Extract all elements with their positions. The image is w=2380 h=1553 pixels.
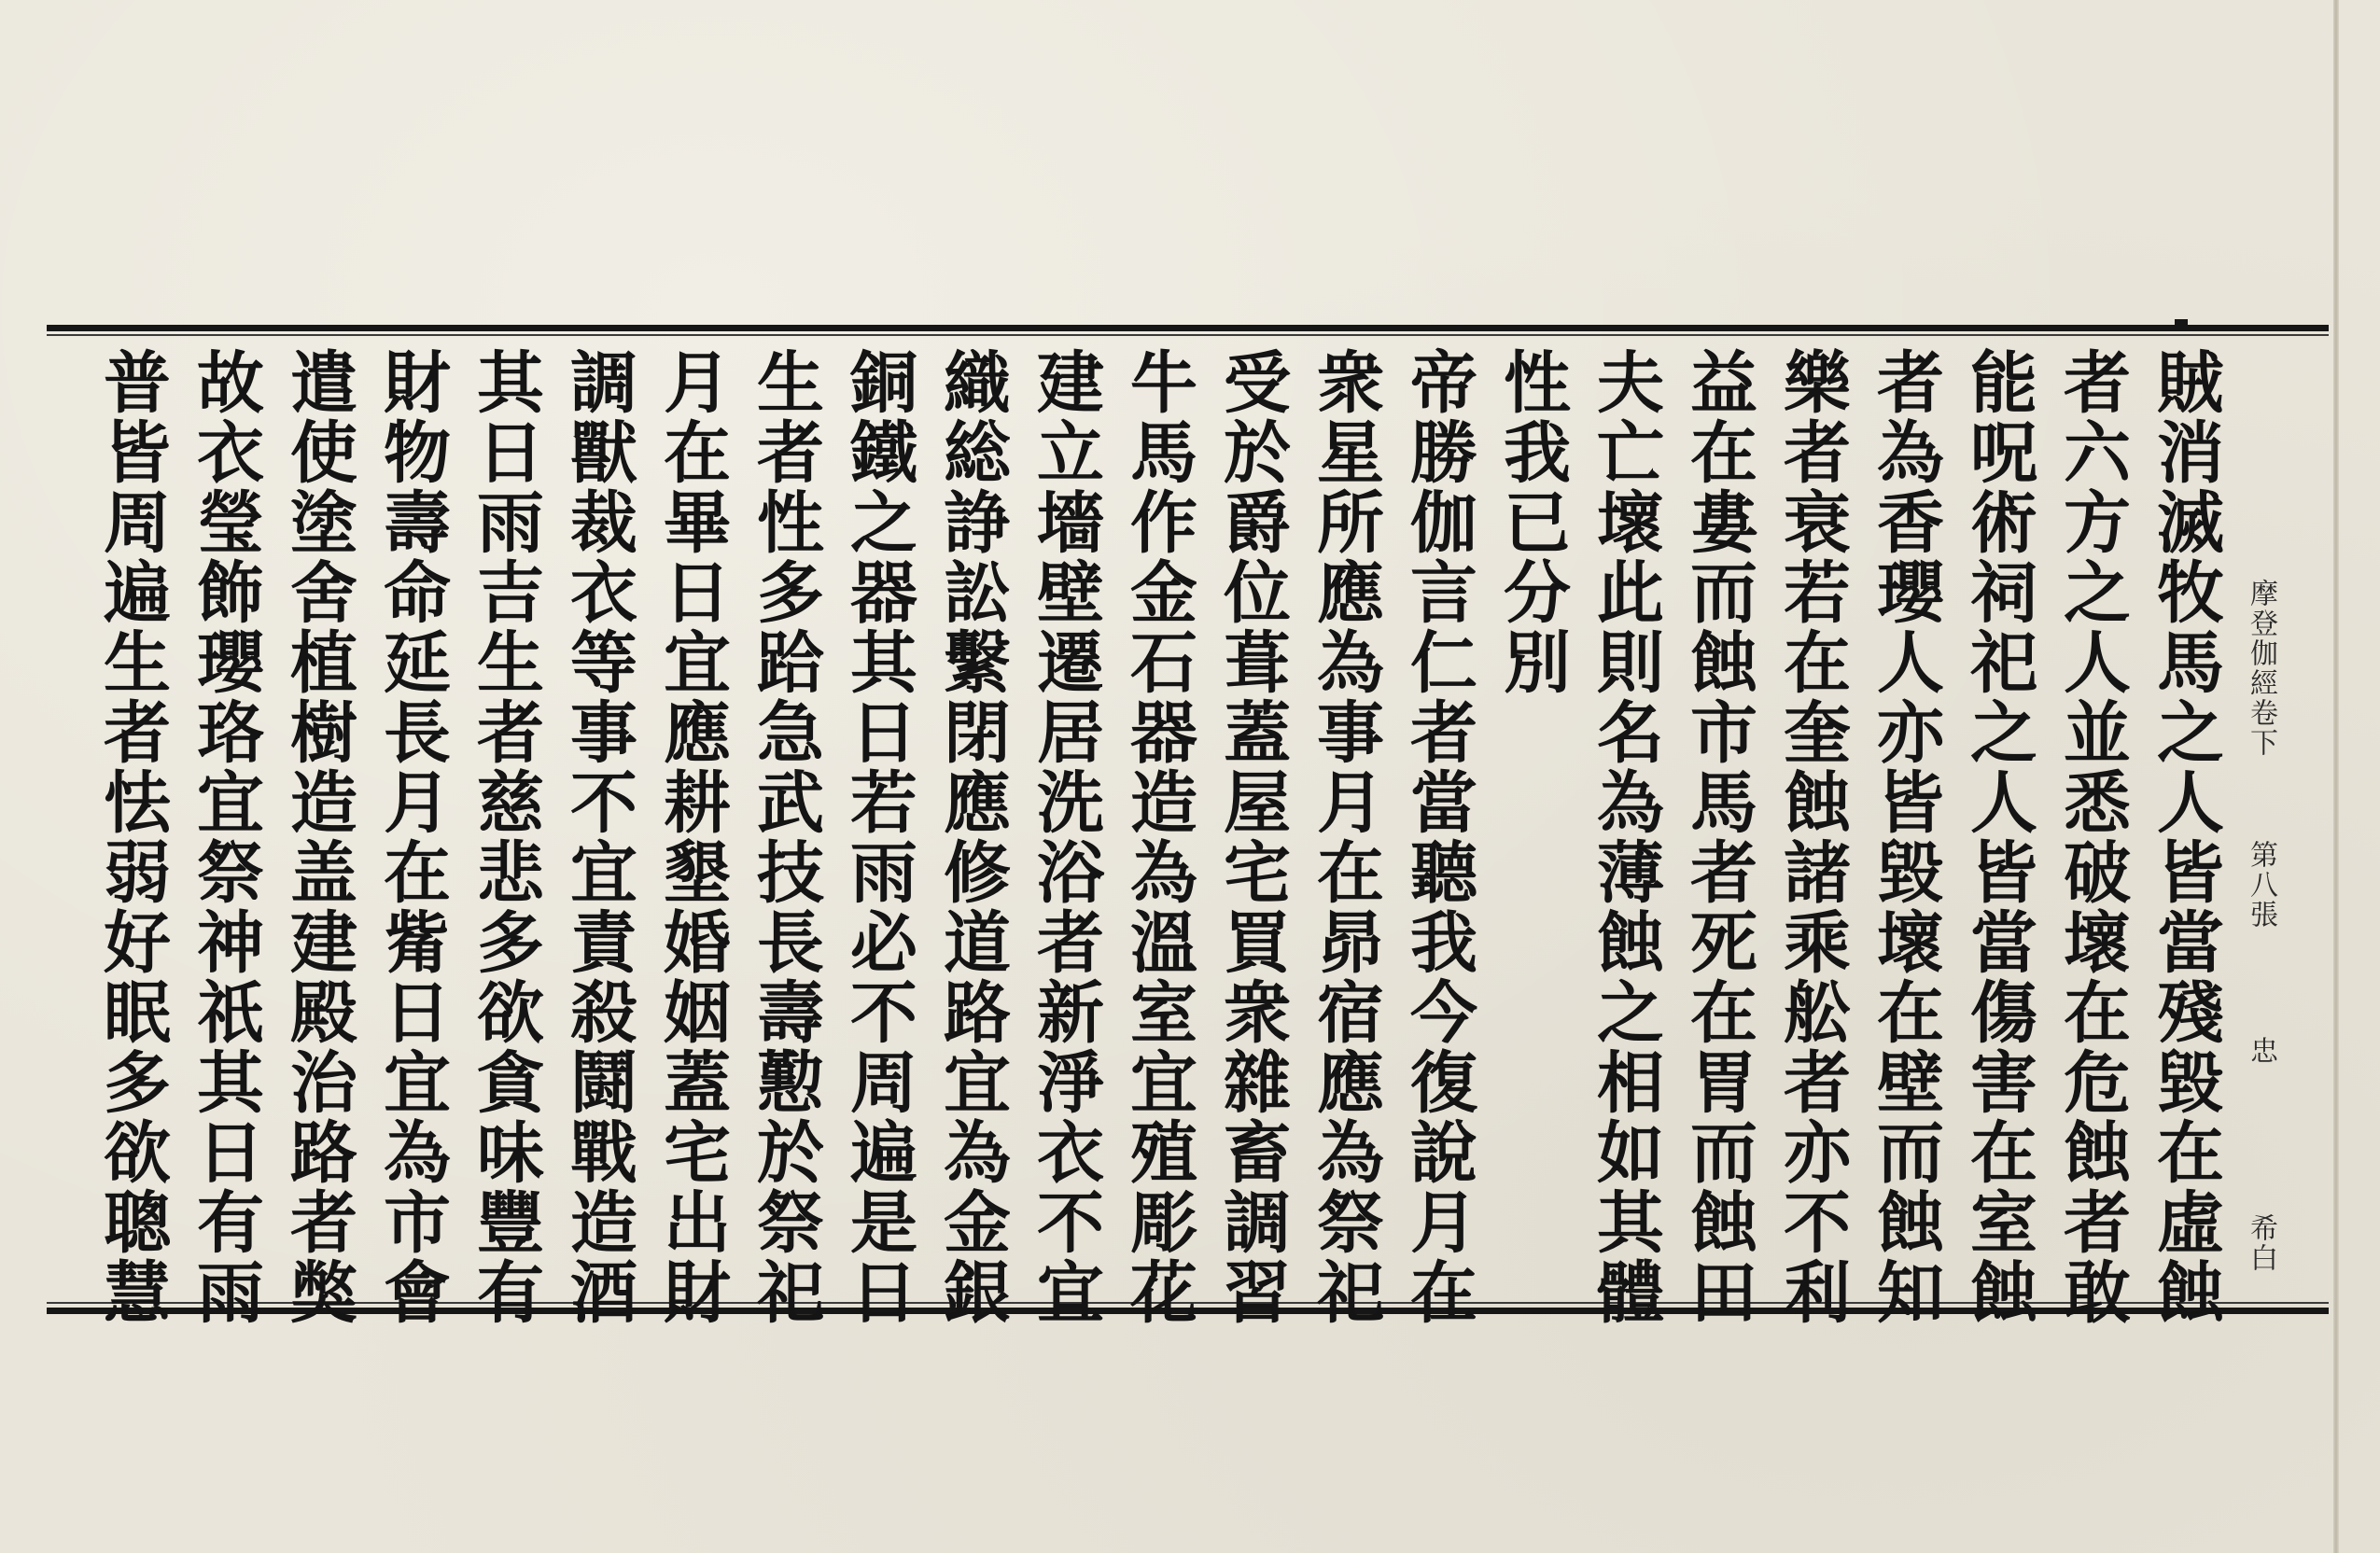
margin-title: 摩登伽經卷下 xyxy=(2245,579,2277,758)
margin-bottom-note: 希白 xyxy=(2245,1213,2277,1273)
text-column: 帝勝伽言仁者當聽我今復說月在 xyxy=(1399,347,1478,1327)
text-column: 普皆周遍生者怯弱好眠多欲聰慧 xyxy=(92,347,172,1327)
text-column: 財物壽命延長月在觜日宜為市會 xyxy=(372,347,452,1327)
text-column: 能呪術祠祀之人皆當傷害在室蝕 xyxy=(1959,347,2038,1327)
text-column: 者六方之人並悉破壞在危蝕者敢 xyxy=(2052,347,2132,1327)
top-border-rule xyxy=(47,325,2329,331)
text-column: 其日雨吉生者慈悲多欲貪味豐有 xyxy=(466,347,545,1327)
text-column: 故衣瑩飾瓔珞宜祭神祇其日有雨 xyxy=(186,347,265,1327)
top-border-thin-rule xyxy=(47,334,2329,336)
text-column: 調獸裁衣等事不宜責殺鬪戰造酒 xyxy=(559,347,638,1327)
margin-page-number: 第八張 xyxy=(2245,840,2277,930)
border-mark xyxy=(2175,319,2188,325)
text-block xyxy=(84,347,2225,1327)
text-column: 織総諍訟繫閉應修道路宜為金銀 xyxy=(932,347,1012,1327)
text-column: 夫亡壞此則名為薄蝕之相如其體 xyxy=(1586,347,1665,1327)
text-column: 牛馬作金石器造為溫室宜殖彫花 xyxy=(1119,347,1198,1327)
margin-character: 忠 xyxy=(2245,1036,2277,1066)
text-column: 受於爵位葺蓋屋宅買衆雜畜調習 xyxy=(1212,347,1292,1327)
text-column: 性我已分別 xyxy=(1492,347,1572,697)
text-column: 月在畢日宜應耕墾婚姻蓋宅出財 xyxy=(652,347,732,1327)
text-column: 銅鐵之器其日若雨必不周遍是日 xyxy=(839,347,918,1327)
text-column: 益在婁而蝕市馬者死在胃而蝕田 xyxy=(1679,347,1758,1327)
text-column: 建立墻壁遷居洗浴者新淨衣不宜 xyxy=(1026,347,1105,1327)
text-column: 賊消滅牧馬之人皆當殘毀在虛蝕 xyxy=(2146,347,2225,1327)
binding-edge xyxy=(2333,0,2339,1553)
text-column: 衆星所應為事月在昴宿應為祭祀 xyxy=(1306,347,1385,1327)
text-column: 樂者衰若在奎蝕諸乘舩者亦不利 xyxy=(1772,347,1852,1327)
text-column: 遣使塗舍植樹造盖建殿治路者獘 xyxy=(279,347,358,1327)
text-column: 者為香瓔人亦皆毀壞在壁而蝕知 xyxy=(1866,347,1945,1327)
text-column: 生者性多跲急武技長壽懃於祭祀 xyxy=(746,347,825,1327)
